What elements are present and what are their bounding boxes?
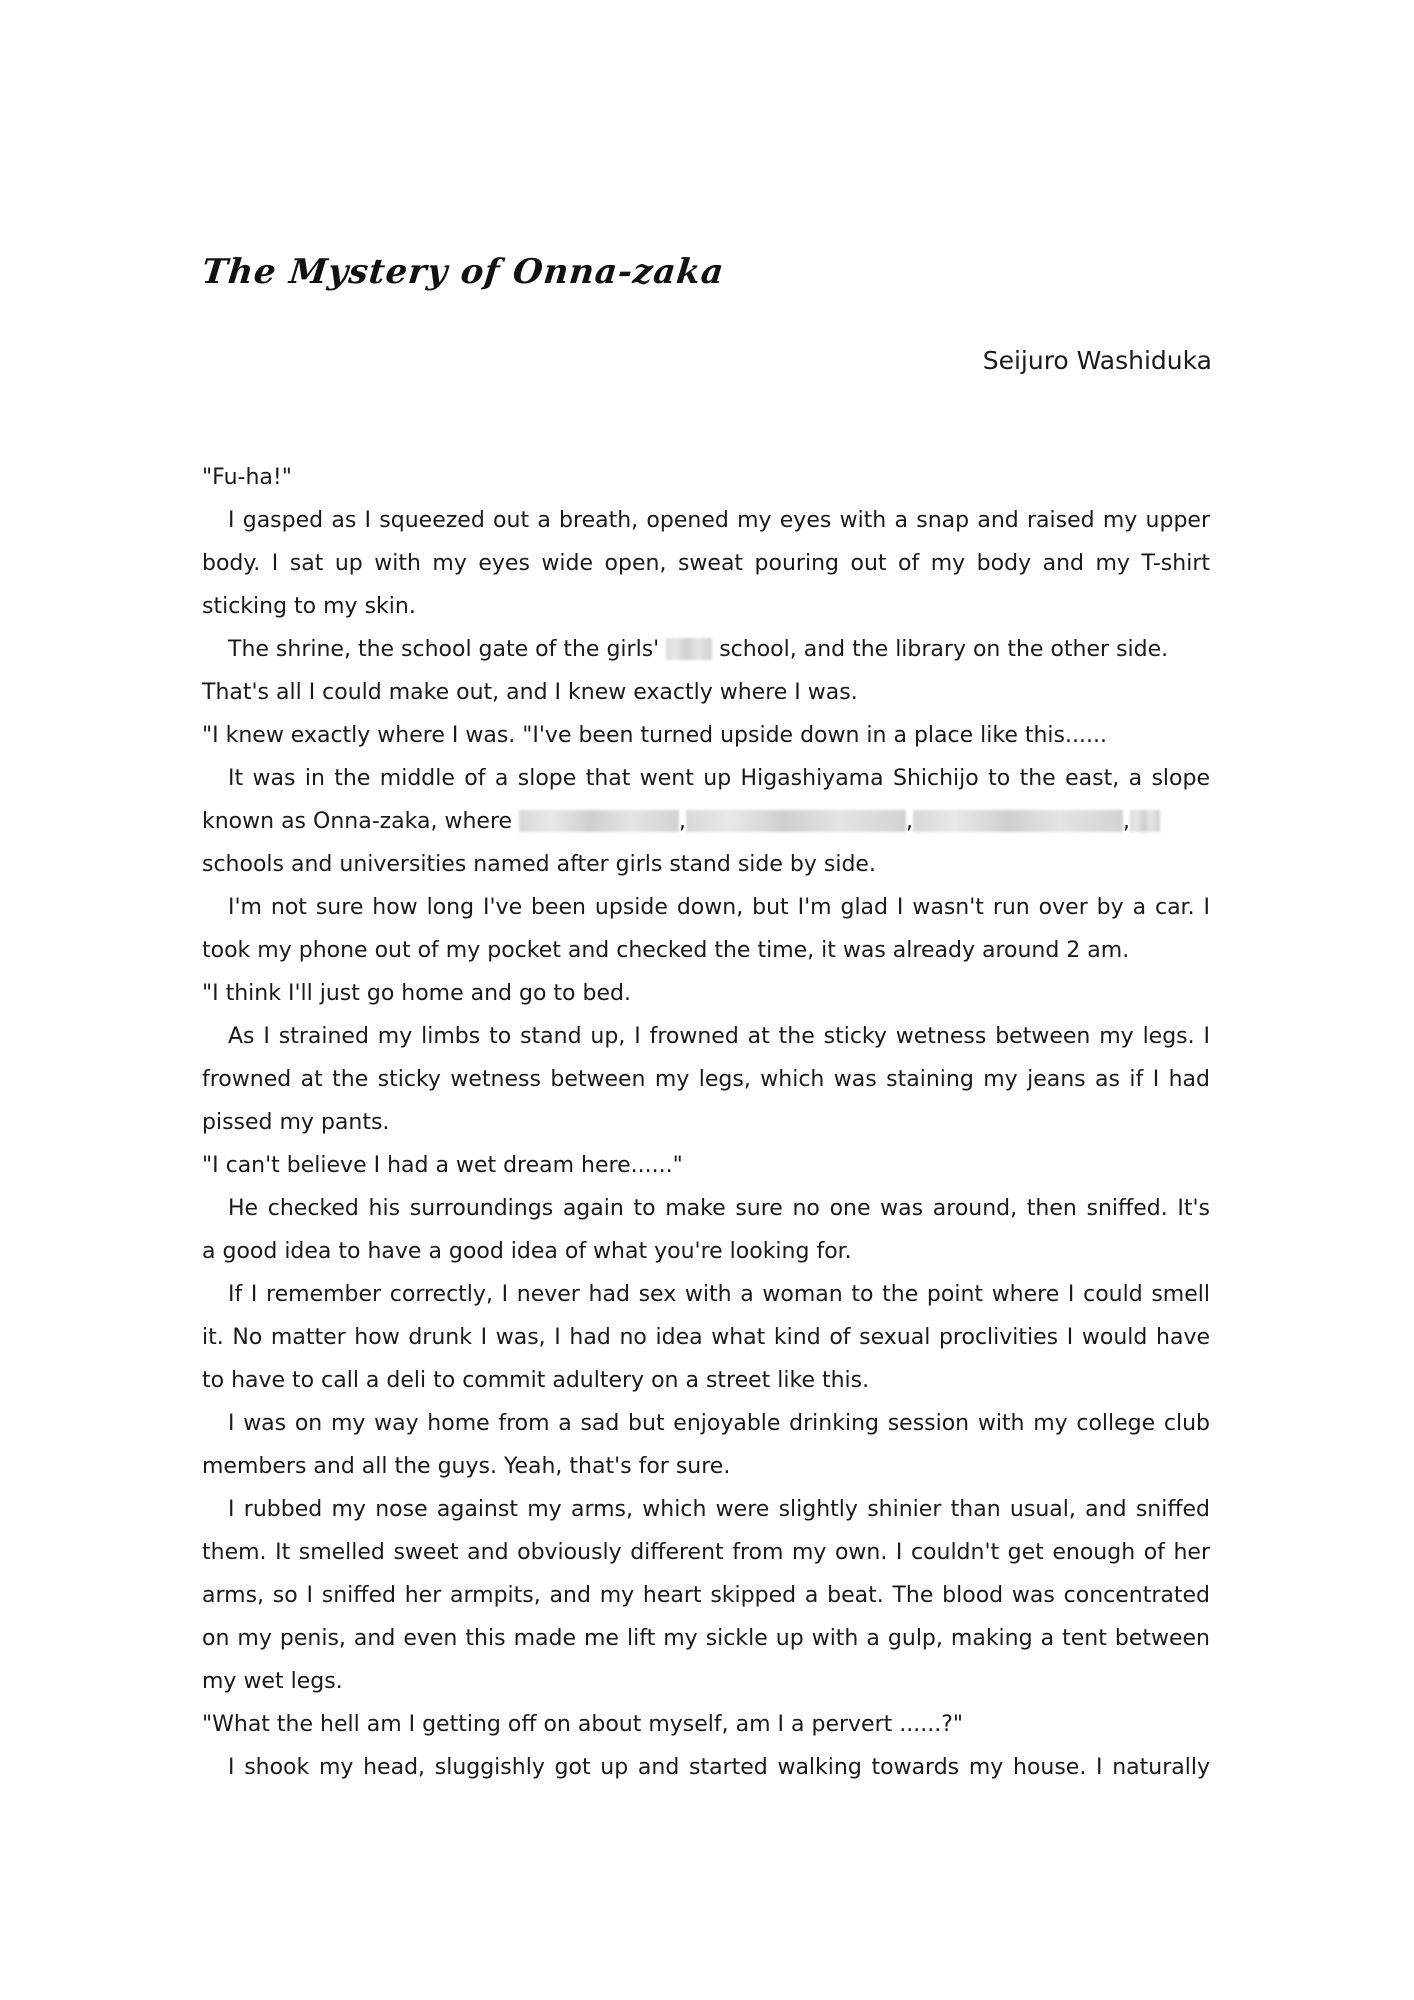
text-line [202,1703,1210,1746]
document-title: The Mystery of Onna-zaka [199,252,727,292]
text-line [202,1445,1210,1488]
text-line-content: them. It smelled sweet and obviously different from my own. I couldn't get enough of her [202,1540,1210,1565]
text-line-content: to have to call a deli to commit adultery on a street like this. [202,1368,870,1393]
text-line [202,1488,1210,1531]
redacted-text [519,810,679,832]
text-line-content: took my phone out of my pocket and checked the time, it was already around 2 am. [202,938,1130,963]
text-line [202,1058,1210,1101]
text-line [202,714,1210,757]
text-line-content: it. No matter how drunk I was, I had no idea what kind of sexual proclivities I would have [202,1325,1210,1350]
text-line-content: frowned at the sticky wetness between my legs, which was staining my jeans as if I had [202,1067,1210,1092]
text-line-content: pissed my pants. [202,1110,390,1135]
text-line [202,585,1210,628]
text-line-content: school, and the library on the other side. [712,637,1169,662]
redacted-text [913,810,1123,832]
redacted-text [686,810,906,832]
text-line-content: That's all I could make out, and I knew exactly where I was. [202,680,858,705]
text-line [202,1617,1210,1660]
text-line-content: "I can't believe I had a wet dream here......" [202,1153,683,1178]
text-line-content: I rubbed my nose against my arms, which were slightly shinier than usual, and sniffed [228,1497,1210,1522]
text-line-content: The shrine, the school gate of the girls' [228,637,667,662]
text-line [202,929,1210,972]
text-line-content: I shook my head, sluggishly got up and started walking towards my house. I naturally [228,1755,1210,1780]
text-line [202,1531,1210,1574]
text-line [202,1746,1210,1789]
separator-comma: , [1123,809,1131,834]
text-line [202,628,1210,671]
text-line [202,1316,1210,1359]
text-line-content: arms, so I sniffed her armpits, and my heart skipped a beat. The blood was concentrated [202,1583,1210,1608]
text-line-content: sticking to my skin. [202,594,416,619]
text-line [202,1402,1210,1445]
text-line-content: members and all the guys. Yeah, that's for sure. [202,1454,731,1479]
text-line-content: I gasped as I squeezed out a breath, opened my eyes with a snap and raised my upper [228,508,1210,533]
text-line [202,1101,1210,1144]
text-line-content: a good idea to have a good idea of what you're looking for. [202,1239,852,1264]
text-line-content: my wet legs. [202,1669,343,1694]
text-line-content: known as Onna-zaka, where [202,809,520,834]
text-line [202,456,1210,499]
text-line-content: "I think I'll just go home and go to bed. [202,981,631,1006]
text-line-content: schools and universities named after girls stand side by side. [202,852,876,877]
text-line-content: "What the hell am I getting off on about myself, am I a pervert ......?" [202,1712,964,1737]
text-line-content: If I remember correctly, I never had sex with a woman to the point where I could smell [228,1282,1210,1307]
text-line-content: I'm not sure how long I've been upside down, but I'm glad I wasn't run over by a car. I [228,895,1210,920]
text-line [202,1144,1210,1187]
text-line [202,972,1210,1015]
text-line [202,757,1210,800]
text-line-content: He checked his surroundings again to make sure no one was around, then sniffed. It's [228,1196,1210,1221]
text-line-content: "I knew exactly where I was. "I've been turned upside down in a place like this...... [202,723,1107,748]
text-line [202,886,1210,929]
redacted-text [1130,810,1160,832]
text-line [202,1359,1210,1402]
text-line-content: As I strained my limbs to stand up, I frowned at the sticky wetness between my legs. I [228,1024,1210,1049]
author-name: Seijuro Washiduka [982,346,1212,375]
body-text [202,456,1210,1789]
text-line-content: body. I sat up with my eyes wide open, sweat pouring out of my body and my T-shirt [202,551,1210,576]
text-line-content: "Fu-ha!" [202,465,292,490]
text-line-content: on my penis, and even this made me lift my sickle up with a gulp, making a tent between [202,1626,1210,1651]
separator-comma: , [906,809,914,834]
text-line [202,671,1210,714]
text-line [202,499,1210,542]
text-line-content: It was in the middle of a slope that went up Higashiyama Shichijo to the east, a slope [228,766,1210,791]
text-line [202,1574,1210,1617]
text-line [202,843,1210,886]
text-line [202,1015,1210,1058]
text-line [202,1273,1210,1316]
text-line [202,542,1210,585]
text-line-content: I was on my way home from a sad but enjoyable drinking session with my college club [228,1411,1210,1436]
redacted-text [666,638,712,660]
text-line [202,1230,1210,1273]
text-line [202,800,1210,843]
text-line [202,1660,1210,1703]
separator-comma: , [679,809,687,834]
text-line [202,1187,1210,1230]
